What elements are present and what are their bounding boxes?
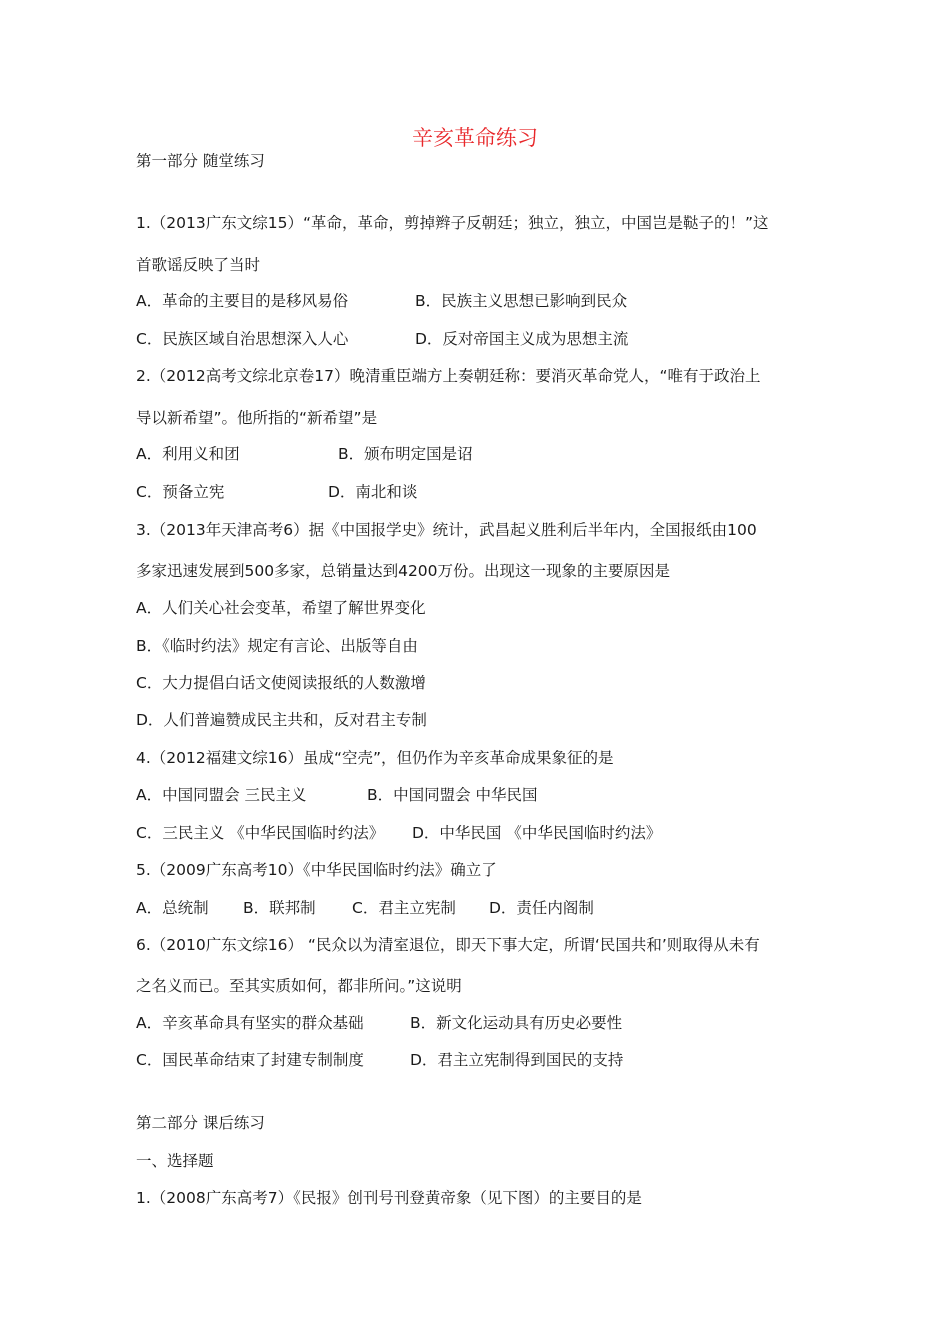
q3-option-a: A．人们关心社会变革，希望了解世界变化 [136,599,426,617]
q1-option-c: C．民族区域自治思想深入人心 [136,330,349,348]
q2-option-b: B．颁布明定国是诏 [338,445,473,463]
part2-q1-stem-line1: 1.（2008广东高考7）《民报》创刊号刊登黄帝象（见下图）的主要目的是 [136,1189,642,1207]
q4-option-b: B．中国同盟会 中华民国 [367,786,538,804]
q2-option-c: C．预备立宪 [136,483,225,501]
q2-stem-line1: 2.（2012高考文综北京卷17）晚清重臣端方上奏朝廷称：要消灭革命党人，“唯有于政治上 [136,367,761,385]
part2-heading: 第二部分 课后练习 [136,1114,265,1132]
q5-option-d: D．责任内阁制 [489,899,594,917]
q1-option-a: A．革命的主要目的是移风易俗 [136,292,349,310]
q4-option-a: A．中国同盟会 三民主义 [136,786,307,804]
q2-option-d: D．南北和谈 [328,483,418,501]
q5-option-c: C．君主立宪制 [352,899,456,917]
q5-option-b: B．联邦制 [243,899,316,917]
q3-option-c: C．大力提倡白话文使阅读报纸的人数激增 [136,674,426,692]
q6-stem-line1: 6.（2010广东文综16） “民众以为清室退位，即天下事大定，所谓‘民国共和’则取得从未有 [136,936,760,954]
q5-option-a: A．总统制 [136,899,209,917]
q6-option-c: C．国民革命结束了封建专制制度 [136,1051,364,1069]
q3-option-b: B．《临时约法》规定有言论、出版等自由 [136,637,418,655]
q3-stem-line2: 多家迅速发展到500多家，总销量达到4200万份。出现这一现象的主要原因是 [136,562,671,580]
q2-stem-line2: 导以新希望”。他所指的“新希望”是 [136,409,378,427]
q6-option-d: D．君主立宪制得到国民的支持 [410,1051,624,1069]
q6-option-b: B．新文化运动具有历史必要性 [410,1014,623,1032]
q3-stem-line1: 3.（2013年天津高考6）据《中国报学史》统计，武昌起义胜利后半年内，全国报纸由100 [136,521,757,539]
q1-stem-line2: 首歌谣反映了当时 [136,256,261,274]
q1-stem-line1: 1.（2013广东文综15）“革命，革命，剪掉辫子反朝廷；独立，独立，中国岂是鞑子的！”这 [136,214,769,232]
q4-stem-line1: 4.（2012福建文综16）虽成“空壳”，但仍作为辛亥革命成果象征的是 [136,749,614,767]
part2-section-heading: 一、选择题 [136,1152,214,1170]
q5-stem-line1: 5.（2009广东高考10）《中华民国临时约法》确立了 [136,861,497,879]
q4-option-d: D．中华民国 《中华民国临时约法》 [412,824,662,842]
page-title: 辛亥革命练习 [412,126,538,150]
q4-option-c: C．三民主义 《中华民国临时约法》 [136,824,385,842]
part1-heading: 第一部分 随堂练习 [136,152,265,170]
q1-option-b: B．民族主义思想已影响到民众 [415,292,628,310]
q6-stem-line2: 之名义而已。至其实质如何，都非所问。”这说明 [136,977,462,995]
q6-option-a: A．辛亥革命具有坚实的群众基础 [136,1014,364,1032]
q2-option-a: A．利用义和团 [136,445,240,463]
q1-option-d: D．反对帝国主义成为思想主流 [415,330,629,348]
q3-option-d: D．人们普遍赞成民主共和，反对君主专制 [136,711,427,729]
